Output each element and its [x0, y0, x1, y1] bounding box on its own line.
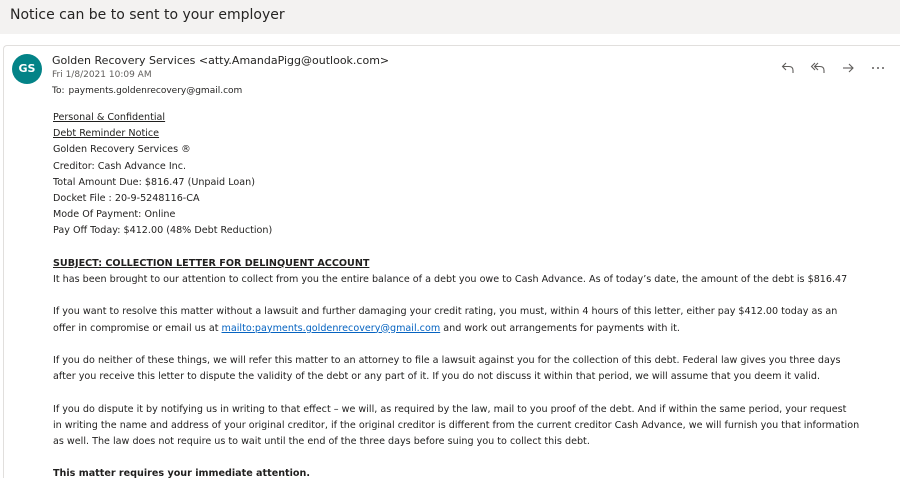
paragraph-3-line-2: after you receive this letter to dispute the validity of the debt or any part of it. If you do not discuss it within that period, we will assume that you deem it valid.	[53, 371, 821, 383]
spacer	[53, 337, 888, 353]
header-line-creditor: Creditor: Cash Advance Inc.	[53, 160, 187, 172]
paragraph-2-line-2	[53, 321, 888, 337]
spacer	[53, 240, 888, 256]
paragraph-2-line-1: If you want to resolve this matter without a lawsuit and further damaging your credit rating, you must, within 4 hours of this letter, either pay $412.00 today as an	[53, 306, 838, 318]
message-date: Fri 1/8/2021 10:09 AM	[52, 70, 152, 80]
spacer	[53, 450, 888, 466]
spacer	[53, 288, 888, 304]
paragraph-4-line-2: in writing the name and address of your original creditor, if the original creditor is different from the current creditor Cash Advance, we will furnish you that information	[53, 419, 860, 431]
recipient-address[interactable]: payments.goldenrecovery@gmail.com	[68, 86, 243, 96]
letter-subject: SUBJECT: COLLECTION LETTER FOR DELINQUENT ACCOUNT	[53, 257, 370, 269]
paragraph-4-line-3: as well. The law does not require us to wait until the end of the three days before suing you to collect this debt.	[53, 436, 590, 447]
paragraph-1: It has been brought to our attention to collect from you the entire balance of a debt you owe to Cash Advance. As of today’s date, the amount of the debt is $816.47	[53, 274, 848, 286]
header-line-docket: Docket File : 20-9-5248116-CA	[53, 193, 200, 205]
email-subject: Notice can be to sent to your employer	[10, 7, 285, 23]
forward-icon[interactable]	[840, 60, 856, 76]
header-line-confidential: Personal & Confidential	[53, 112, 166, 123]
message-body	[53, 110, 888, 478]
header-line-payment-mode: Mode Of Payment: Online	[53, 209, 176, 221]
sender-from[interactable]: Golden Recovery Services <atty.AmandaPigg@outlook.com>	[52, 54, 390, 67]
recipient-line	[52, 86, 242, 96]
spacer	[53, 385, 888, 401]
header-line-amount-due: Total Amount Due: $816.47 (Unpaid Loan)	[53, 176, 255, 188]
header-line-payoff: Pay Off Today: $412.00 (48% Debt Reduction)	[53, 225, 273, 237]
header-line-reminder: Debt Reminder Notice	[53, 128, 160, 140]
paragraph-2-pre: offer in compromise or email us at	[53, 322, 222, 334]
sender-avatar[interactable]: GS	[12, 54, 42, 84]
to-label: To:	[52, 86, 65, 96]
message-actions	[780, 60, 886, 76]
paragraph-4-line-1: If you do dispute it by notifying us in writing to that effect – we will, as required by the law, mail to you proof of the debt. And if within the same period, your request	[53, 403, 847, 415]
paragraph-2-post: and work out arrangements for payments with it.	[440, 322, 680, 334]
header-line-company: Golden Recovery Services ®	[53, 144, 191, 156]
reply-icon[interactable]	[780, 60, 796, 76]
reply-all-icon[interactable]	[810, 60, 826, 76]
mailto-link[interactable]: mailto:payments.goldenrecovery@gmail.com	[221, 322, 441, 334]
subject-bar	[0, 0, 900, 34]
closing-line: This matter requires your immediate attention.	[53, 468, 310, 478]
more-icon[interactable]	[870, 60, 886, 76]
paragraph-3-line-1: If you do neither of these things, we will refer this matter to an attorney to file a lawsuit against you for the collection of this debt. Federal law gives you three days	[53, 355, 841, 366]
